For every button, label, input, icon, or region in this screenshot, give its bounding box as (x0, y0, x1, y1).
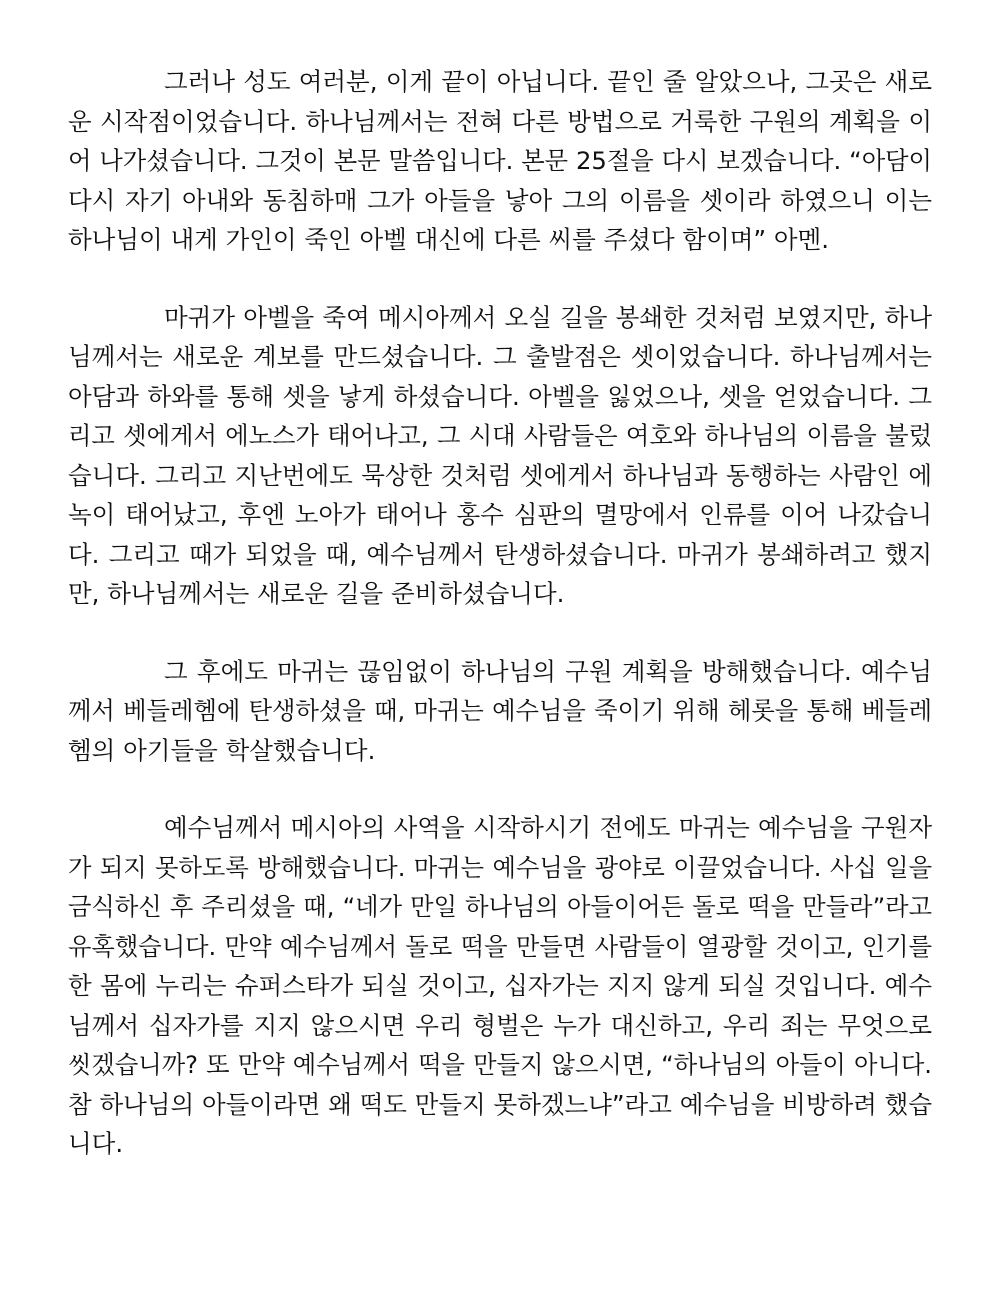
text-line: 녹이 태어났고, 후엔 노아가 태어나 홍수 심판의 멸망에서 인류를 이어 나갔습니 (68, 500, 932, 529)
paragraph-2 (68, 298, 932, 614)
text-line: 하나님이 내게 가인이 죽인 아벨 대신에 다른 씨를 주셨다 함이며” 아멘. (68, 225, 830, 254)
text-line: 예수님께서 메시아의 사역을 시작하시기 전에도 마귀는 예수님을 구원자 (164, 813, 932, 842)
text-line: 다. 그리고 때가 되었을 때, 예수님께서 탄생하셨습니다. 마귀가 봉쇄하려고 했지 (68, 539, 932, 569)
text-line: 한 몸에 누리는 슈퍼스타가 되실 것이고, 십자가는 지지 않게 되실 것입니다. 예수 (68, 971, 932, 1000)
text-line: 님께서는 새로운 계보를 만드셨습니다. 그 출발점은 셋이었습니다. 하나님께서는 (68, 342, 932, 371)
text-line: 리고 셋에게서 에노스가 태어나고, 그 시대 사람들은 여호와 하나님의 이름을 불렀 (68, 421, 932, 450)
text-line: 님께서 십자가를 지지 않으시면 우리 형벌은 누가 대신하고, 우리 죄는 무엇으로 (68, 1010, 932, 1040)
text-line: 금식하신 후 주리셨을 때, “네가 만일 하나님의 아들이어든 돌로 떡을 만들라”라고 (68, 892, 932, 921)
text-line: 헴의 아기들을 학살했습니다. (68, 735, 376, 765)
text-line: 씻겠습니까? 또 만약 예수님께서 떡을 만들지 않으시면, “하나님의 아들이 아니다. (68, 1050, 932, 1079)
text-line: 만, 하나님께서는 새로운 길을 준비하셨습니다. (68, 579, 565, 608)
text-line: 마귀가 아벨을 죽여 메시아께서 오실 길을 봉쇄한 것처럼 보였지만, 하나 (164, 302, 932, 332)
text-line: 니다. (68, 1129, 124, 1158)
text-line: 어 나가셨습니다. 그것이 본문 말씀입니다. 본문 25절을 다시 보겠습니다. “아담이 (68, 146, 932, 175)
text-line: 가 되지 못하도록 방해했습니다. 마귀는 예수님을 광야로 이끌었습니다. 사십 일을 (68, 852, 932, 882)
paragraph-4 (68, 808, 932, 1164)
text-line: 그 후에도 마귀는 끊임없이 하나님의 구원 계획을 방해했습니다. 예수님 (164, 656, 932, 686)
text-line: 참 하나님의 아들이라면 왜 떡도 만들지 못하겠느냐”라고 예수님을 비방하려 했습 (68, 1089, 932, 1119)
text-line: 께서 베들레헴에 탄생하셨을 때, 마귀는 예수님을 죽이기 위해 헤롯을 통해 베들레 (68, 696, 932, 725)
text-line: 그러나 성도 여러분, 이게 끝이 아닙니다. 끝인 줄 알았으나, 그곳은 새로 (164, 67, 932, 96)
text-line: 다시 자기 아내와 동침하매 그가 아들을 낳아 그의 이름을 셋이라 하였으니 이는 (68, 185, 932, 215)
paragraph-1 (68, 62, 932, 260)
text-line: 운 시작점이었습니다. 하나님께서는 전혀 다른 방법으로 거룩한 구원의 계획을 이 (68, 106, 932, 136)
text-line: 아담과 하와를 통해 셋을 낳게 하셨습니다. 아벨을 잃었으나, 셋을 얻었습니다. 그 (68, 381, 932, 411)
document-body (68, 62, 932, 1202)
paragraph-3 (68, 652, 932, 771)
text-line: 습니다. 그리고 지난번에도 묵상한 것처럼 셋에게서 하나님과 동행하는 사람인 에 (68, 460, 932, 490)
text-line: 유혹했습니다. 만약 예수님께서 돌로 떡을 만들면 사람들이 열광할 것이고, 인기를 (68, 931, 932, 961)
